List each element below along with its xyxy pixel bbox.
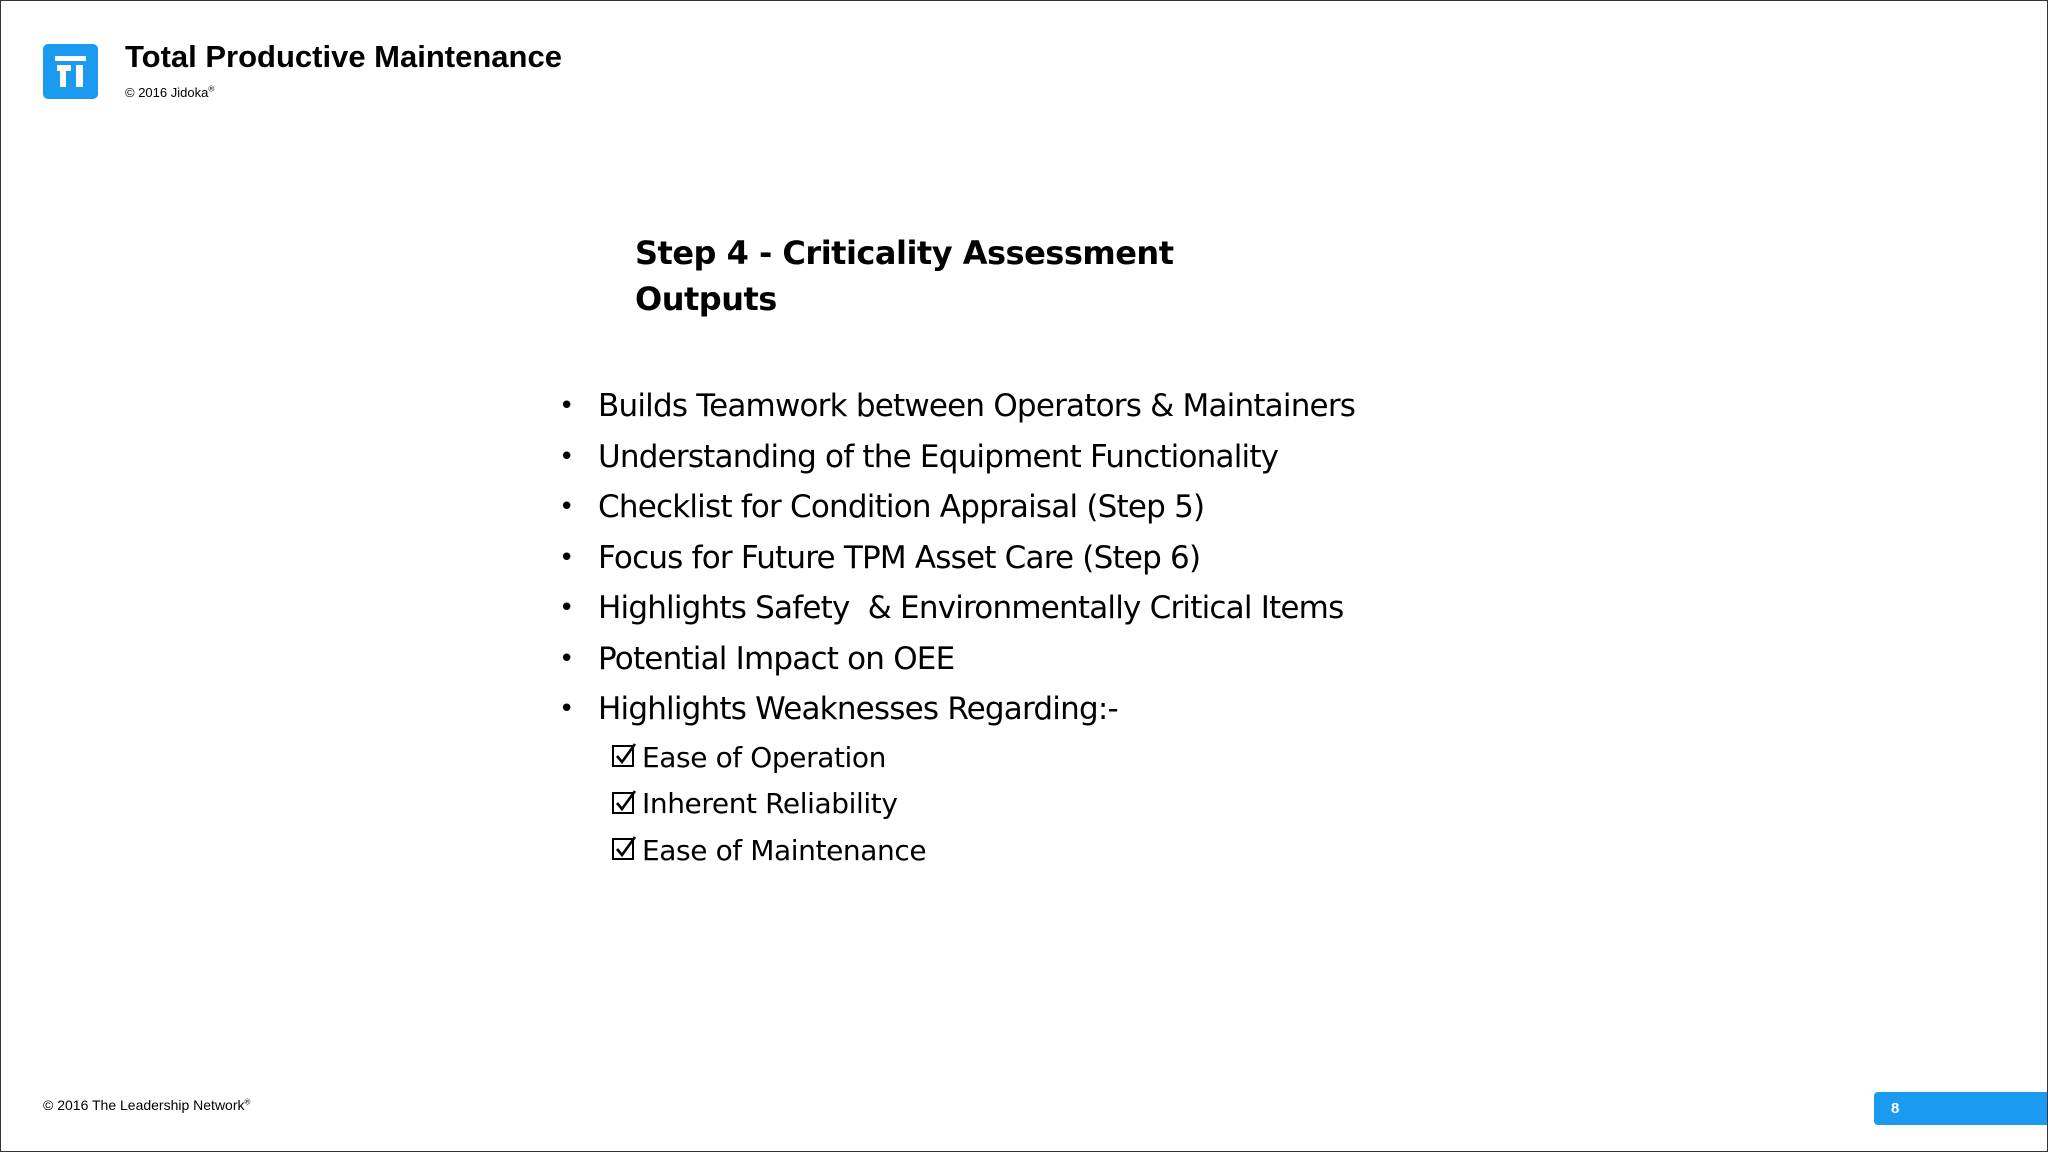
checked-box-icon: [611, 743, 639, 771]
list-item: [559, 432, 1355, 483]
list-item-text: Highlights Weaknesses Regarding:-: [598, 691, 1118, 728]
checklist-item-text: Ease of Maintenance: [642, 833, 927, 867]
checklist-item: [611, 734, 926, 781]
footer-copyright: [43, 1097, 250, 1113]
list-item: [559, 684, 1355, 735]
list-item-text: Potential Impact on OEE: [598, 640, 955, 677]
deck-copyright-text: © 2016 Jidoka: [125, 85, 209, 100]
list-item: [559, 583, 1355, 634]
slide-heading-line1: Step 4 - Criticality Assessment: [635, 234, 1174, 272]
checklist-item-text: Inherent Reliability: [642, 787, 898, 821]
jidoka-logo-icon: [43, 44, 98, 99]
list-item-text: Highlights Safety & Environmentally Critical Items: [598, 590, 1344, 627]
list-item: [559, 381, 1355, 432]
bullet-icon: •: [559, 643, 574, 674]
output-bullet-list: [559, 381, 1355, 735]
deck-title: Total Productive Maintenance: [125, 39, 562, 74]
registered-mark: ®: [208, 84, 215, 94]
page-number: 8: [1891, 1100, 1900, 1117]
slide-heading-line2: Outputs: [635, 280, 777, 318]
checked-box-icon: [611, 836, 639, 864]
list-item: [559, 482, 1355, 533]
list-item-text: Focus for Future TPM Asset Care (Step 6): [598, 539, 1201, 576]
footer-copyright-text: © 2016 The Leadership Network: [43, 1097, 245, 1113]
bullet-icon: •: [559, 694, 574, 725]
checklist-item: [611, 781, 926, 828]
weakness-checklist: [611, 734, 926, 874]
list-item: [559, 634, 1355, 685]
checked-box-icon: [611, 790, 639, 818]
deck-copyright: [125, 85, 214, 101]
bullet-icon: •: [559, 542, 574, 573]
bullet-icon: •: [559, 391, 574, 422]
registered-mark: ®: [244, 1097, 251, 1107]
list-item-text: Checklist for Condition Appraisal (Step 5): [598, 489, 1205, 526]
bullet-icon: •: [559, 593, 574, 624]
list-item-text: Builds Teamwork between Operators & Maintainers: [598, 388, 1356, 425]
bullet-icon: •: [559, 441, 574, 472]
slide-heading: [635, 230, 1174, 322]
bullet-icon: •: [559, 492, 574, 523]
page-number-tab: [1874, 1092, 2048, 1125]
list-item: [559, 533, 1355, 584]
checklist-item: [611, 827, 926, 874]
list-item-text: Understanding of the Equipment Functionality: [598, 438, 1279, 475]
checklist-item-text: Ease of Operation: [642, 740, 886, 774]
